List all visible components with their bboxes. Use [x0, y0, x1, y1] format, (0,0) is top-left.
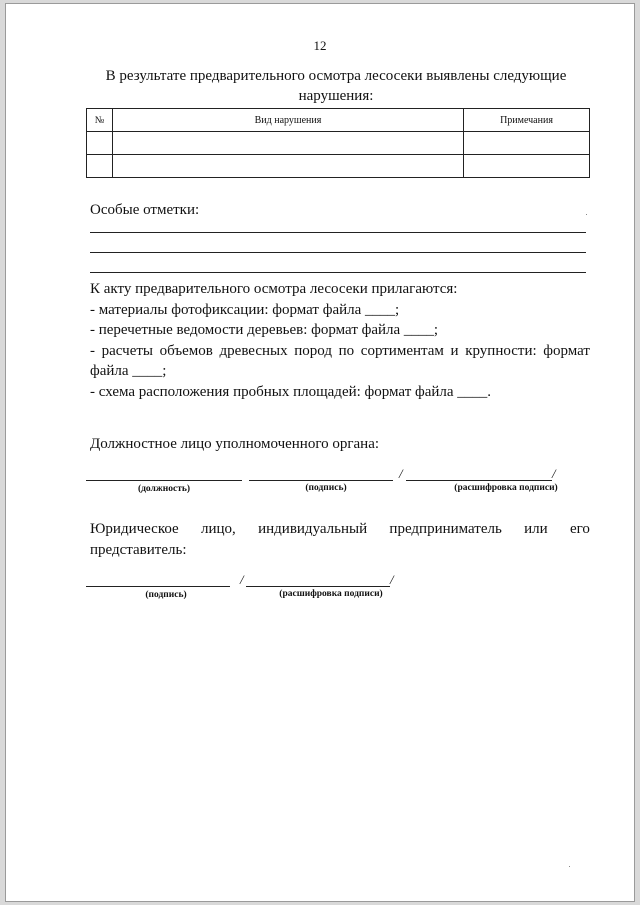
attachment-item-tree-lists: - перечетные ведомости деревьев: формат файла ____; — [90, 322, 439, 338]
violations-heading: В результате предварительного осмотра лесосеки выявлены следующие нарушения: — [105, 68, 567, 104]
table-cell — [113, 155, 464, 178]
attachment-item-plot-scheme: - схема расположения пробных площадей: формат файла ____. — [90, 383, 492, 400]
violations-table — [86, 108, 590, 178]
decoding-line — [406, 480, 552, 481]
attachment-item-volume-calc: - расчеты объемов древесных пород по сортиментам и крупности: формат — [90, 342, 590, 359]
page-number: 12 — [313, 38, 327, 53]
remarks-line — [90, 272, 586, 273]
table-header-row — [87, 109, 590, 132]
header-notes: Примечания — [464, 109, 590, 132]
entity-line-1: Юридическое лицо, индивидуальный предприниматель или его — [90, 521, 590, 537]
entity-caption-signature: (подпись) — [145, 590, 187, 600]
entity-signature-line — [86, 586, 230, 587]
header-number: № — [87, 109, 113, 132]
entity-line-2: представитель: — [90, 542, 187, 558]
table-cell — [87, 155, 113, 178]
header-violation-type: Вид нарушения — [113, 109, 464, 132]
attachments-section — [90, 279, 590, 402]
caption-position: (должность) — [137, 484, 191, 494]
remarks-label: Особые отметки: — [90, 202, 200, 218]
attachment-item-volume-calc-cont: файла ____; — [90, 363, 167, 379]
table-row — [87, 132, 590, 155]
signature-line — [249, 480, 393, 481]
remarks-line — [90, 232, 586, 233]
position-line — [86, 480, 242, 481]
attachments-intro: К акту предварительного осмотра лесосеки прилагаются: — [90, 281, 458, 297]
caption-signature: (подпись) — [305, 483, 347, 493]
attachment-item-photos: - материалы фотофиксации: формат файла ____; — [90, 301, 400, 318]
table-cell — [87, 132, 113, 155]
table-row — [87, 155, 590, 178]
document-page: 12 В результате предварительного осмотра лесосеки выявлены следующие нарушения: № Вид нарушения Примечания Особые отметки: К акту предварительного осмотра лесосеки прилагаются: - материалы фотофиксации: формат файла ____; - перечетные ведомости деревьев: формат файла ____; - расчеты объемов древесных пород по сортиментам и крупности: формат файла ____; - схема расположения пробных площадей: формат файла ____. Должностное лицо уполномоченного органа: / / (должность) (подпись) (расшифровка подписи) Юридическое лицо, индивидуальный предприниматель или его представитель: / / (подпись) (расшифровка подписи) — [5, 3, 635, 902]
entity-decoding-line — [246, 586, 390, 587]
official-label: Должностное лицо уполномоченного органа: — [90, 436, 380, 452]
caption-decoding: (расшифровка подписи) — [454, 483, 558, 493]
table-cell — [464, 132, 590, 155]
remarks-line — [90, 252, 586, 253]
table-cell — [464, 155, 590, 178]
table-cell — [113, 132, 464, 155]
legal-entity-section — [90, 519, 590, 561]
entity-caption-decoding: (расшифровка подписи) — [279, 589, 383, 599]
